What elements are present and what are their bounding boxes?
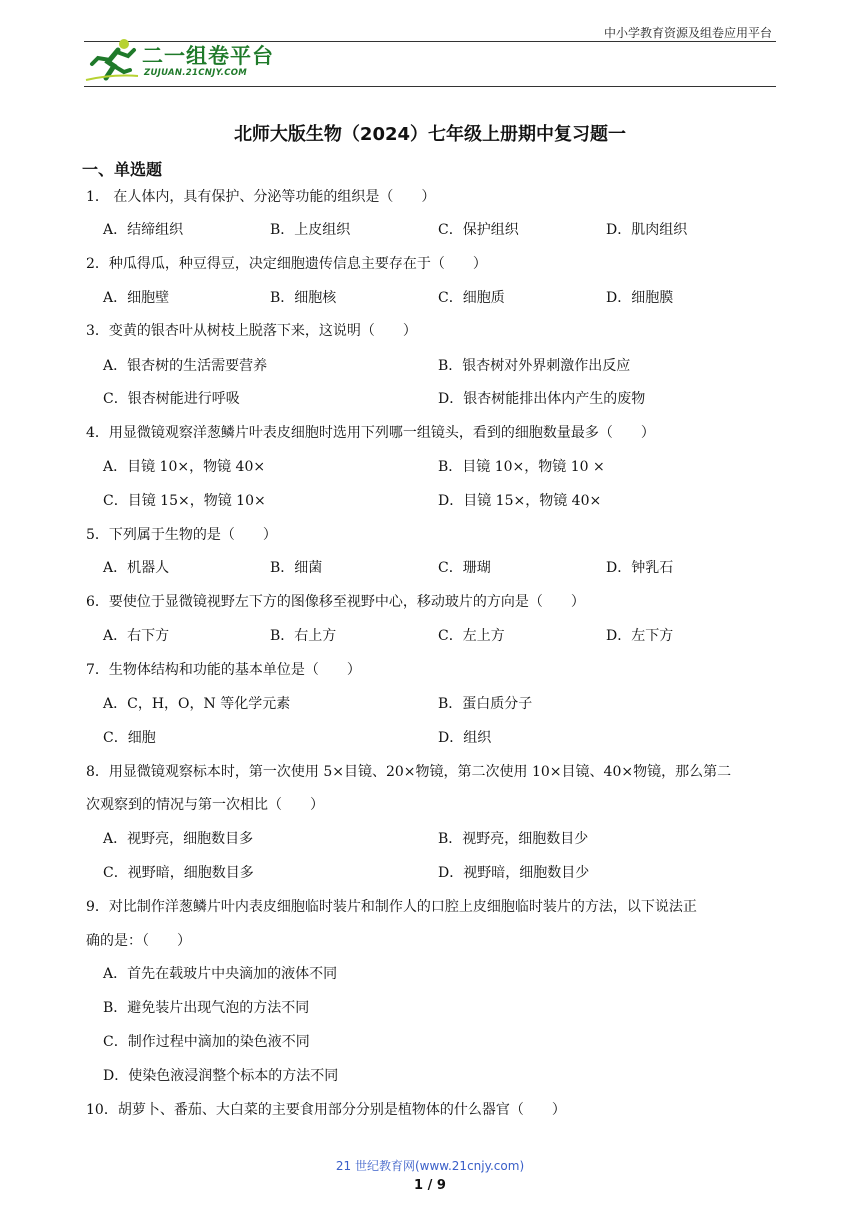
question-5-option-b: B．细菌 [270,560,323,576]
header-bottom-divider [84,86,776,87]
footer-site-link[interactable]: 21 世纪教育网(www.21cnjy.com) [335,1159,525,1173]
question-9-option-c: C．制作过程中滴加的染色液不同 [103,1034,310,1050]
question-5-option-a: A．机器人 [103,560,170,576]
question-10-stem: 10．胡萝卜、番茄、大白菜的主要食用部分分别是植物体的什么器官（ ） [86,1102,566,1118]
runner-logo-icon [84,36,140,82]
question-8-stem-line-1: 8．用显微镜观察标本时，第一次使用 5×目镜、20×物镜，第二次使用 10×目镜、40×物镜，那么第二 [86,764,732,780]
question-3-stem: 3．变黄的银杏叶从树枝上脱落下来，这说明（ ） [86,323,417,339]
question-7-option-b: B．蛋白质分子 [438,696,533,712]
logo-subtitle: ZUJUAN.21CNJY.COM [144,68,248,78]
question-8-stem-line-2: 次观察到的情况与第一次相比（ ） [86,797,324,813]
question-5-option-d: D．钟乳石 [606,560,674,576]
logo-title: 二一组卷平台 [142,44,274,68]
question-1-option-a: A．结缔组织 [103,222,184,238]
question-7-option-c: C．细胞 [103,730,156,746]
question-5-option-c: C．珊瑚 [438,560,491,576]
question-9-option-a: A．首先在载玻片中央滴加的液体不同 [103,966,338,982]
question-2-option-c: C．细胞质 [438,290,505,306]
question-3-option-c: C．银杏树能进行呼吸 [103,391,240,407]
question-6-option-a: A．右下方 [103,628,170,644]
question-8-option-d: D．视野暗，细胞数目少 [438,865,590,881]
question-7-option-a: A．C，H，O，N 等化学元素 [103,696,291,712]
question-7-option-d: D．组织 [438,730,492,746]
question-6-option-c: C．左上方 [438,628,505,644]
question-9-stem-line-1: 9．对比制作洋葱鳞片叶内表皮细胞临时装片和制作人的口腔上皮细胞临时装片的方法，以下说法正 [86,899,697,915]
question-2-option-d: D．细胞膜 [606,290,674,306]
question-9-stem-line-2: 确的是：（ ） [86,933,191,949]
question-6-option-b: B．右上方 [270,628,337,644]
section-heading: 一、单选题 [82,160,163,179]
question-7-stem: 7．生物体结构和功能的基本单位是（ ） [86,662,361,678]
page-number: 1 / 9 [414,1178,446,1193]
question-3-option-d: D．银杏树能排出体内产生的废物 [438,391,646,407]
site-logo[interactable] [84,36,274,82]
question-3-option-b: B．银杏树对外界刺激作出反应 [438,358,631,374]
question-4-stem: 4．用显微镜观察洋葱鳞片叶表皮细胞时选用下列哪一组镜头，看到的细胞数量最多（ ） [86,425,655,441]
question-6-option-d: D．左下方 [606,628,674,644]
question-4-option-a: A．目镜 10×，物镜 40× [103,459,266,475]
question-6-stem: 6．要使位于显微镜视野左下方的图像移至视野中心，移动玻片的方向是（ ） [86,594,585,610]
document-title: 北师大版生物（2024）七年级上册期中复习题一 [233,124,627,145]
question-1-option-b: B．上皮组织 [270,222,351,238]
header-platform-text: 中小学教育资源及组卷应用平台 [603,26,772,40]
question-4-option-c: C．目镜 15×，物镜 10× [103,493,266,509]
question-2-option-b: B．细胞核 [270,290,337,306]
question-8-option-a: A．视野亮，细胞数目多 [103,831,254,847]
question-8-option-b: B．视野亮，细胞数目少 [438,831,589,847]
question-2-stem: 2．种瓜得瓜，种豆得豆，决定细胞遗传信息主要存在于（ ） [86,256,487,272]
question-9-option-b: B．避免装片出现气泡的方法不同 [103,1000,310,1016]
question-1-option-c: C．保护组织 [438,222,519,238]
question-4-option-d: D．目镜 15×，物镜 40× [438,493,602,509]
question-2-option-a: A．细胞壁 [103,290,170,306]
question-3-option-a: A．银杏树的生活需要营养 [103,358,268,374]
question-8-option-c: C．视野暗，细胞数目多 [103,865,254,881]
question-5-stem: 5．下列属于生物的是（ ） [86,527,277,543]
question-1-stem: 1． 在人体内，具有保护、分泌等功能的组织是（ ） [86,189,436,205]
question-4-option-b: B．目镜 10×，物镜 10 × [438,459,605,475]
question-1-option-d: D．肌肉组织 [606,222,688,238]
question-9-option-d: D．使染色液浸润整个标本的方法不同 [103,1068,339,1084]
